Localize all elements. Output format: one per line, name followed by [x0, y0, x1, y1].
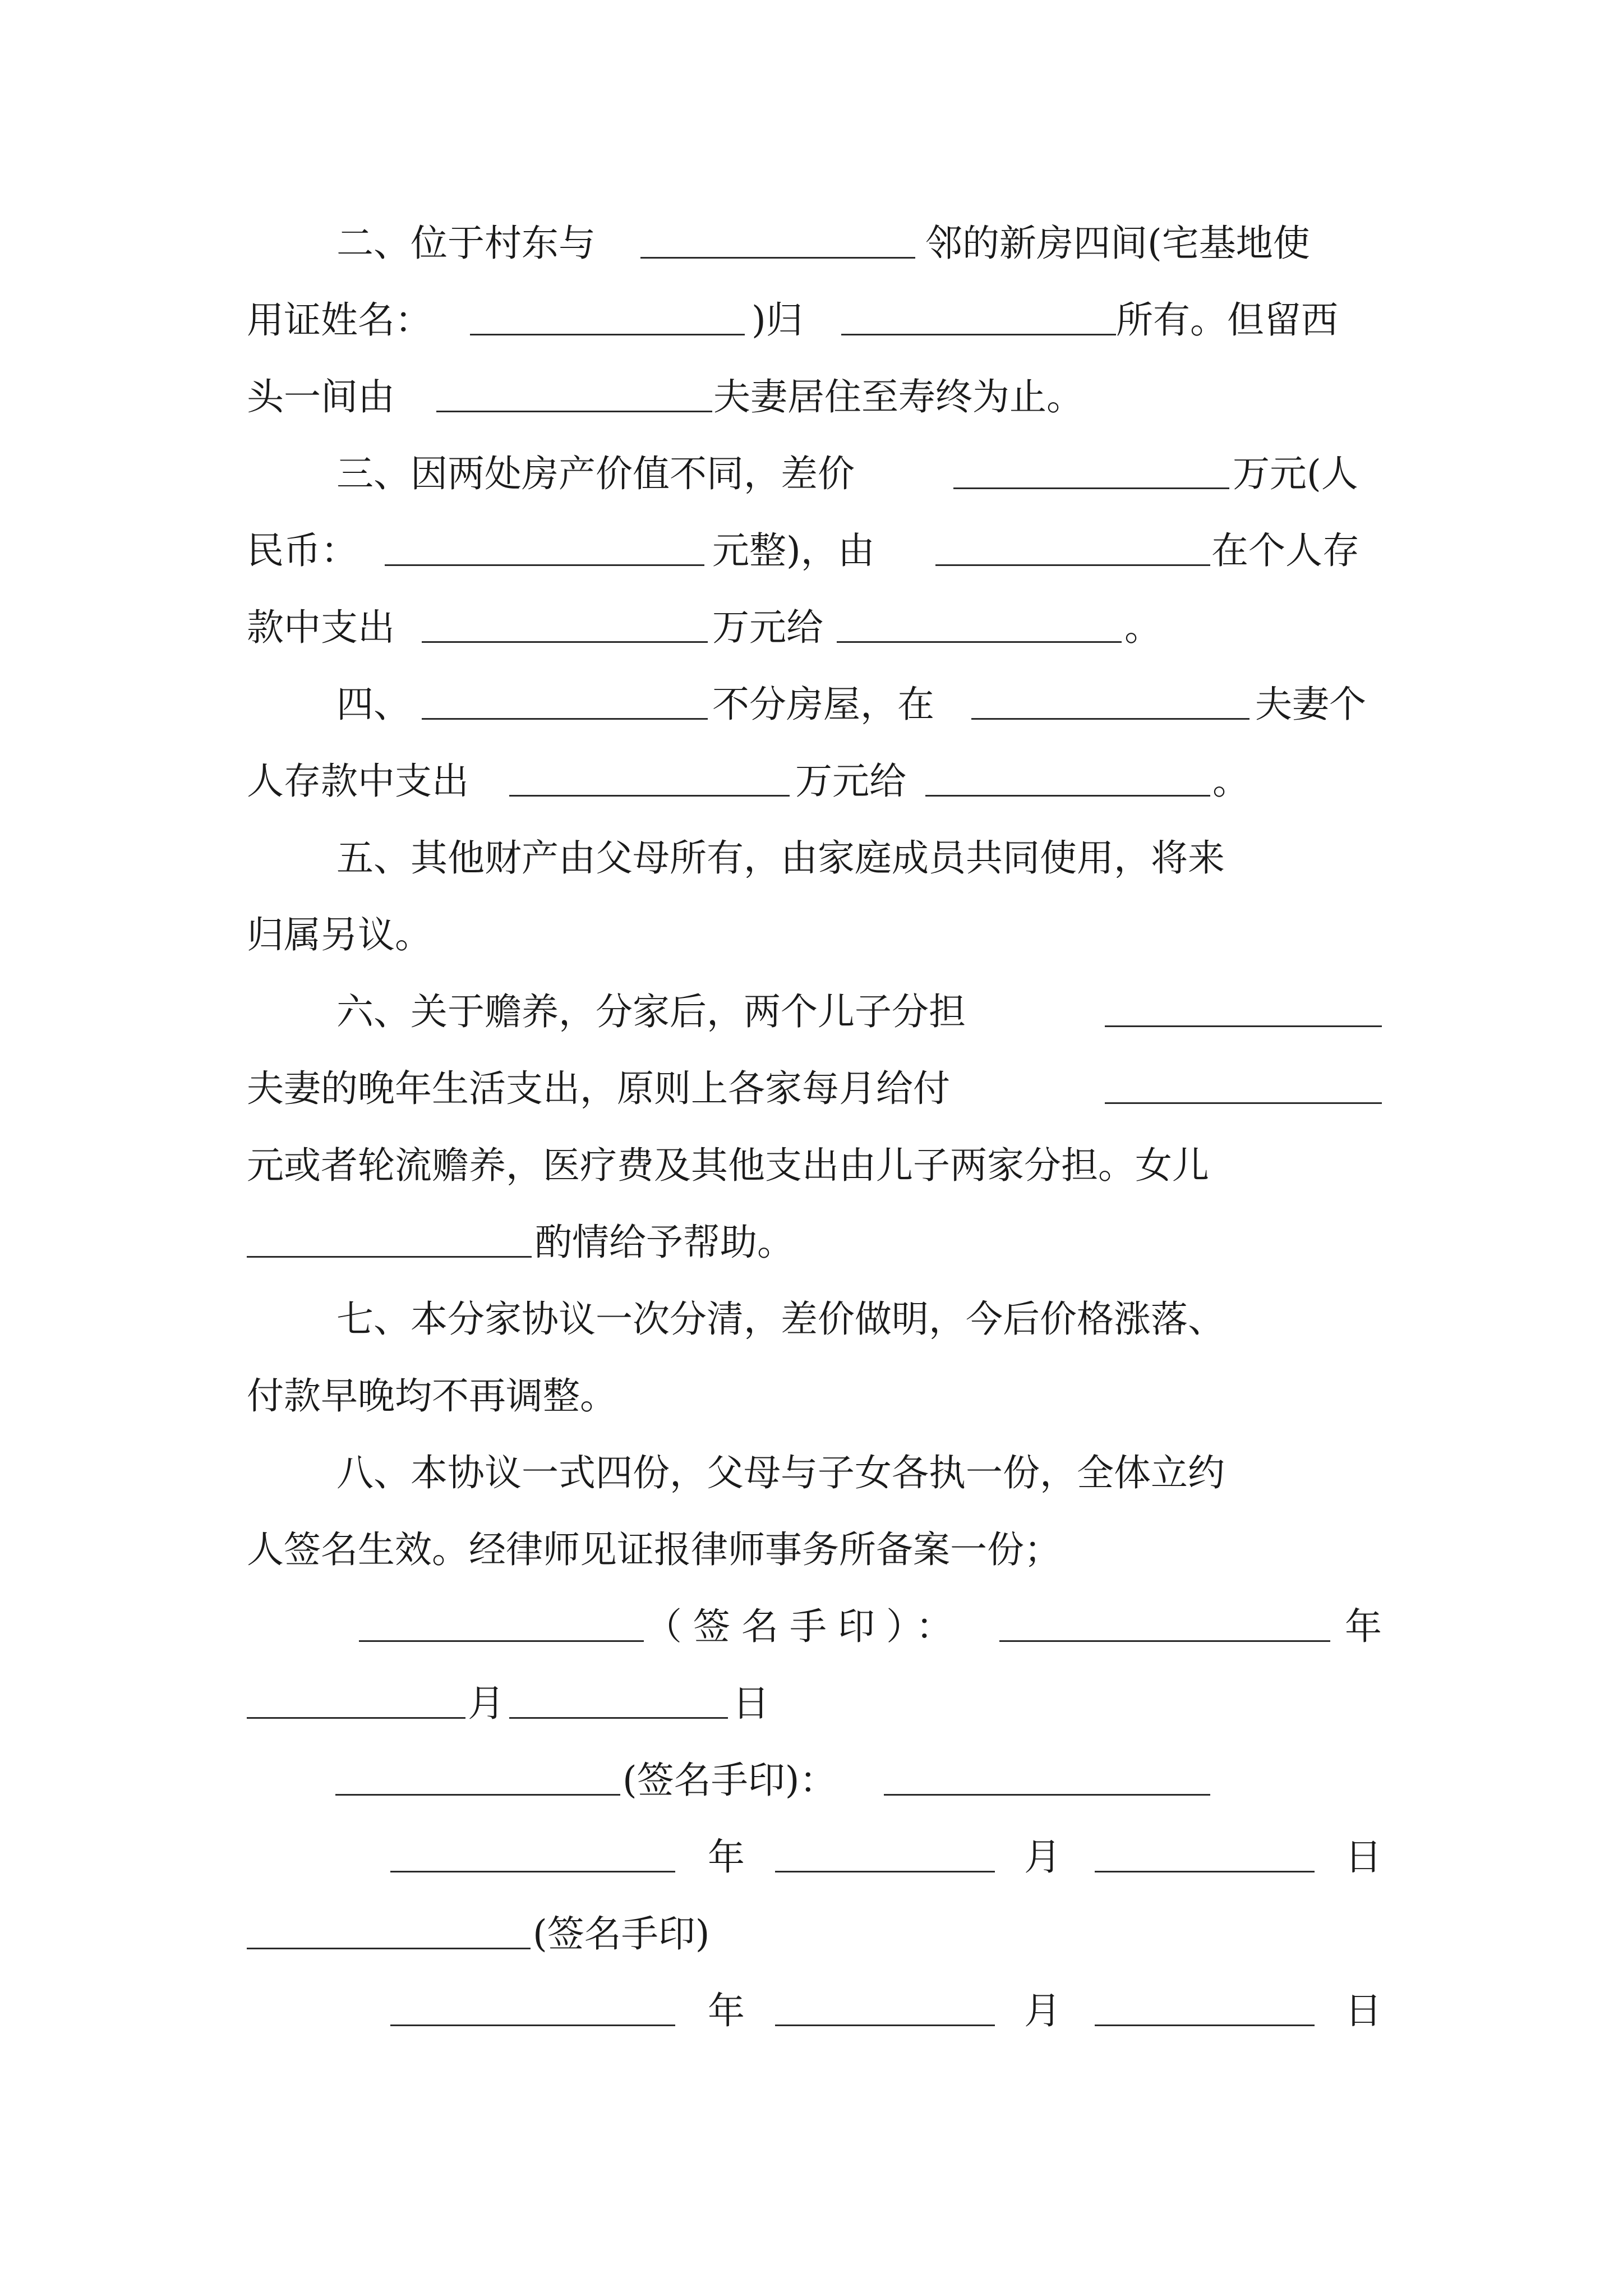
- clause-3-text-h: 。: [1124, 606, 1161, 649]
- signature-2-line-1: [0, 1742, 1623, 1819]
- blank-supported-couple[interactable]: [1105, 990, 1382, 1027]
- signature-2-name-blank[interactable]: [335, 1759, 620, 1796]
- signature-2-month-label: 月: [1024, 1835, 1061, 1879]
- clause-5-text-b: 归属另议。: [247, 913, 432, 956]
- signature-1-line-2: [0, 1665, 1623, 1742]
- clause-4-text-d: 人存款中支出: [247, 760, 469, 803]
- clause-4-text-e: 万元给: [795, 760, 906, 803]
- signature-2-day-label: 日: [1345, 1835, 1382, 1879]
- clause-2-line-2: [0, 282, 1623, 358]
- signature-2-line-2: [0, 1819, 1623, 1895]
- signature-3-month-blank[interactable]: [775, 1989, 995, 2026]
- blank-payer[interactable]: [935, 529, 1210, 566]
- clause-5-text-a: 五、其他财产由父母所有，由家庭成员共同使用，将来: [336, 836, 1225, 880]
- blank-daughter[interactable]: [247, 1221, 532, 1258]
- clause-6-text-d: 酌情给予帮助。: [535, 1221, 794, 1264]
- clause-3-line-1: [0, 435, 1623, 512]
- clause-2-text-e: 所有。但留西: [1116, 298, 1338, 342]
- clause-3-text-f: 款中支出: [247, 606, 395, 649]
- clause-2-text-d: )归: [751, 298, 803, 342]
- clause-2-text-a: 二、位于村东与: [336, 222, 596, 265]
- clause-3-line-3: [0, 589, 1623, 666]
- clause-3-text-a: 三、因两处房产价值不同，差价: [336, 452, 855, 495]
- blank-certificate-name[interactable]: [470, 298, 745, 335]
- signature-3-name-blank[interactable]: [247, 1912, 531, 1949]
- clause-3-text-b: 万元(人: [1233, 452, 1358, 495]
- blank-expense-recipient[interactable]: [925, 760, 1210, 797]
- signature-1-line-1: [0, 1588, 1623, 1665]
- clause-4-text-a: 四、: [336, 683, 411, 726]
- clause-7-text-b: 付款早晚均不再调整。: [247, 1374, 617, 1418]
- clause-3-text-e: 在个人存: [1211, 529, 1359, 572]
- clause-2-text-f: 头一间由: [247, 375, 395, 418]
- signature-3-year-blank[interactable]: [390, 1989, 675, 2026]
- clause-7-text-a: 七、本分家协议一次分清，差价做明，今后价格涨落、: [336, 1297, 1225, 1341]
- blank-no-house-party[interactable]: [422, 683, 708, 720]
- clause-4-text-c: 夫妻个: [1255, 683, 1366, 726]
- blank-monthly-amount[interactable]: [1105, 1067, 1382, 1104]
- signature-1-month-label: 月: [468, 1682, 505, 1725]
- clause-7-line-1: [0, 1281, 1623, 1358]
- clause-6-line-4: [0, 1204, 1623, 1281]
- clause-2-line-1: [0, 205, 1623, 282]
- signature-2-year-blank[interactable]: [390, 1835, 675, 1872]
- clause-6-text-b: 夫妻的晚年生活支出，原则上各家每月给付: [247, 1067, 950, 1110]
- blank-expense-amount[interactable]: [509, 760, 790, 797]
- clause-4-line-1: [0, 666, 1623, 743]
- clause-5-line-1: [0, 820, 1623, 896]
- blank-couple[interactable]: [971, 683, 1249, 720]
- clause-8-text-a: 八、本协议一式四份，父母与子女各执一份，全体立约: [336, 1451, 1225, 1494]
- clause-3-text-g: 万元给: [712, 606, 823, 649]
- clause-7-line-2: [0, 1358, 1623, 1434]
- clause-6-line-1: [0, 973, 1623, 1050]
- signature-2-month-blank[interactable]: [775, 1835, 995, 1872]
- signature-1-day-blank[interactable]: [509, 1682, 728, 1719]
- clause-2-text-c: 用证姓名：: [247, 298, 432, 342]
- signature-3-line-2: [0, 1972, 1623, 2049]
- signature-3-line-1: [0, 1895, 1623, 1972]
- signature-1-label: （签名手印）：: [645, 1605, 964, 1648]
- signature-1-year-blank[interactable]: [999, 1605, 1330, 1642]
- clause-4-text-f: 。: [1212, 760, 1249, 803]
- clause-2-text-g: 夫妻居住至寿终为止。: [713, 375, 1083, 418]
- blank-resident-couple[interactable]: [436, 375, 712, 412]
- signature-3-day-label: 日: [1345, 1989, 1382, 2032]
- clause-8-line-2: [0, 1511, 1623, 1588]
- clause-4-text-b: 不分房屋，在: [712, 683, 934, 726]
- blank-price-difference[interactable]: [953, 452, 1229, 489]
- blank-neighbor[interactable]: [640, 222, 915, 259]
- signature-2-label: (签名手印)：: [623, 1759, 837, 1802]
- blank-recipient[interactable]: [837, 606, 1122, 643]
- clause-3-line-2: [0, 512, 1623, 589]
- clause-8-line-1: [0, 1434, 1623, 1511]
- blank-payment-amount[interactable]: [422, 606, 708, 643]
- clause-6-text-c: 元或者轮流赡养，医疗费及其他支出由儿子两家分担。女儿: [247, 1144, 1209, 1187]
- signature-2-year-label: 年: [708, 1835, 745, 1879]
- clause-2-text-b: 邻的新房四间(宅基地使: [925, 222, 1310, 265]
- blank-rmb-amount[interactable]: [385, 529, 704, 566]
- blank-owner[interactable]: [841, 298, 1116, 335]
- signature-1-day-label: 日: [732, 1682, 769, 1725]
- signature-2-sign-blank[interactable]: [884, 1759, 1210, 1796]
- signature-3-year-label: 年: [708, 1989, 745, 2032]
- signature-1-name-blank[interactable]: [359, 1605, 644, 1642]
- clause-3-text-c: 民币：: [247, 529, 358, 572]
- signature-3-day-blank[interactable]: [1095, 1989, 1315, 2026]
- signature-2-day-blank[interactable]: [1095, 1835, 1315, 1872]
- clause-4-line-2: [0, 743, 1623, 820]
- signature-3-month-label: 月: [1024, 1989, 1061, 2032]
- clause-3-text-d: 元整)，由: [712, 529, 875, 572]
- clause-6-text-a: 六、关于赡养，分家后，两个儿子分担: [336, 990, 966, 1033]
- signature-3-label: (签名手印): [533, 1912, 710, 1955]
- signature-1-year-label: 年: [1345, 1605, 1382, 1648]
- clause-5-line-2: [0, 896, 1623, 973]
- clause-2-line-3: [0, 358, 1623, 435]
- clause-6-line-2: [0, 1050, 1623, 1127]
- clause-8-text-b: 人签名生效。经律师见证报律师事务所备案一份；: [247, 1528, 1061, 1571]
- signature-1-month-blank[interactable]: [247, 1682, 465, 1719]
- clause-6-line-3: [0, 1127, 1623, 1204]
